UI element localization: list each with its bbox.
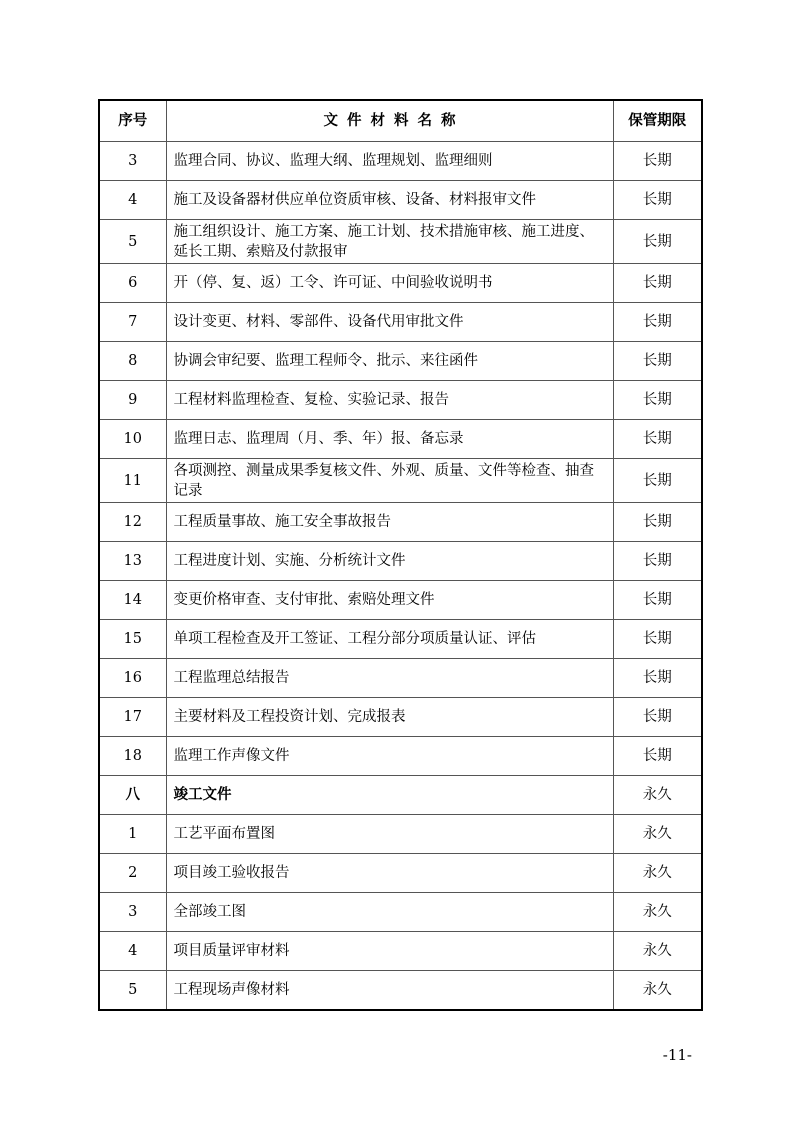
row-retention-period: 长期 — [613, 698, 702, 737]
table-row — [99, 420, 702, 459]
row-number: 1 — [99, 815, 166, 854]
row-document-name: 全部竣工图 — [166, 893, 613, 932]
archive-retention-table — [98, 99, 703, 1011]
row-retention-period: 长期 — [613, 420, 702, 459]
row-retention-period: 长期 — [613, 503, 702, 542]
row-document-name: 各项测控、测量成果季复核文件、外观、质量、文件等检查、抽查记录 — [166, 459, 613, 503]
row-retention-period: 永久 — [613, 854, 702, 893]
row-retention-period: 永久 — [613, 932, 702, 971]
row-retention-period: 永久 — [613, 971, 702, 1011]
section-title: 竣工文件 — [166, 776, 613, 815]
table-row — [99, 503, 702, 542]
row-document-name: 项目质量评审材料 — [166, 932, 613, 971]
row-number: 3 — [99, 893, 166, 932]
row-number: 9 — [99, 381, 166, 420]
row-retention-period: 长期 — [613, 459, 702, 503]
row-number: 14 — [99, 581, 166, 620]
row-number: 12 — [99, 503, 166, 542]
row-number: 3 — [99, 142, 166, 181]
row-document-name: 项目竣工验收报告 — [166, 854, 613, 893]
row-retention-period: 永久 — [613, 776, 702, 815]
row-number: 13 — [99, 542, 166, 581]
table-row — [99, 893, 702, 932]
table-row — [99, 303, 702, 342]
row-document-name: 监理工作声像文件 — [166, 737, 613, 776]
row-retention-period: 长期 — [613, 659, 702, 698]
table-row — [99, 342, 702, 381]
row-number: 15 — [99, 620, 166, 659]
row-number: 8 — [99, 342, 166, 381]
row-retention-period: 长期 — [613, 181, 702, 220]
table-section-row — [99, 776, 702, 815]
row-document-name: 工程材料监理检查、复检、实验记录、报告 — [166, 381, 613, 420]
row-retention-period: 长期 — [613, 303, 702, 342]
row-retention-period: 长期 — [613, 737, 702, 776]
row-number: 16 — [99, 659, 166, 698]
header-serial-number: 序号 — [99, 100, 166, 142]
table-row — [99, 142, 702, 181]
row-document-name: 施工组织设计、施工方案、施工计划、技术措施审核、施工进度、延长工期、索赔及付款报审 — [166, 220, 613, 264]
row-number: 5 — [99, 971, 166, 1011]
row-document-name: 工艺平面布置图 — [166, 815, 613, 854]
row-document-name: 设计变更、材料、零部件、设备代用审批文件 — [166, 303, 613, 342]
row-retention-period: 长期 — [613, 381, 702, 420]
row-document-name: 协调会审纪要、监理工程师令、批示、来往函件 — [166, 342, 613, 381]
table-row — [99, 381, 702, 420]
row-retention-period: 长期 — [613, 581, 702, 620]
table-row — [99, 620, 702, 659]
row-number: 7 — [99, 303, 166, 342]
header-retention-period: 保管期限 — [613, 100, 702, 142]
table-row — [99, 181, 702, 220]
page-number: -11- — [662, 1046, 692, 1064]
row-retention-period: 长期 — [613, 220, 702, 264]
section-number: 八 — [99, 776, 166, 815]
table-row — [99, 932, 702, 971]
row-document-name: 单项工程检查及开工签证、工程分部分项质量认证、评估 — [166, 620, 613, 659]
table-row — [99, 542, 702, 581]
row-retention-period: 长期 — [613, 342, 702, 381]
row-retention-period: 长期 — [613, 620, 702, 659]
row-document-name: 变更价格审查、支付审批、索赔处理文件 — [166, 581, 613, 620]
row-document-name: 施工及设备器材供应单位资质审核、设备、材料报审文件 — [166, 181, 613, 220]
row-number: 5 — [99, 220, 166, 264]
table-row — [99, 659, 702, 698]
row-document-name: 监理合同、协议、监理大纲、监理规划、监理细则 — [166, 142, 613, 181]
table-row — [99, 264, 702, 303]
row-retention-period: 长期 — [613, 264, 702, 303]
row-number: 10 — [99, 420, 166, 459]
table-row — [99, 220, 702, 264]
table-row — [99, 737, 702, 776]
row-document-name: 工程质量事故、施工安全事故报告 — [166, 503, 613, 542]
row-retention-period: 永久 — [613, 815, 702, 854]
row-document-name: 主要材料及工程投资计划、完成报表 — [166, 698, 613, 737]
row-number: 4 — [99, 181, 166, 220]
table-header-row — [99, 100, 702, 142]
table-row — [99, 815, 702, 854]
row-document-name: 开（停、复、返）工令、许可证、中间验收说明书 — [166, 264, 613, 303]
row-document-name: 监理日志、监理周（月、季、年）报、备忘录 — [166, 420, 613, 459]
row-retention-period: 长期 — [613, 542, 702, 581]
header-document-name: 文件材料名称 — [166, 100, 613, 142]
row-number: 6 — [99, 264, 166, 303]
row-number: 4 — [99, 932, 166, 971]
row-retention-period: 长期 — [613, 142, 702, 181]
row-number: 11 — [99, 459, 166, 503]
table-row — [99, 698, 702, 737]
row-number: 18 — [99, 737, 166, 776]
table-row — [99, 854, 702, 893]
row-number: 2 — [99, 854, 166, 893]
row-number: 17 — [99, 698, 166, 737]
table-row — [99, 581, 702, 620]
row-document-name: 工程现场声像材料 — [166, 971, 613, 1011]
row-document-name: 工程进度计划、实施、分析统计文件 — [166, 542, 613, 581]
table-row — [99, 459, 702, 503]
row-retention-period: 永久 — [613, 893, 702, 932]
table-row — [99, 971, 702, 1011]
row-document-name: 工程监理总结报告 — [166, 659, 613, 698]
